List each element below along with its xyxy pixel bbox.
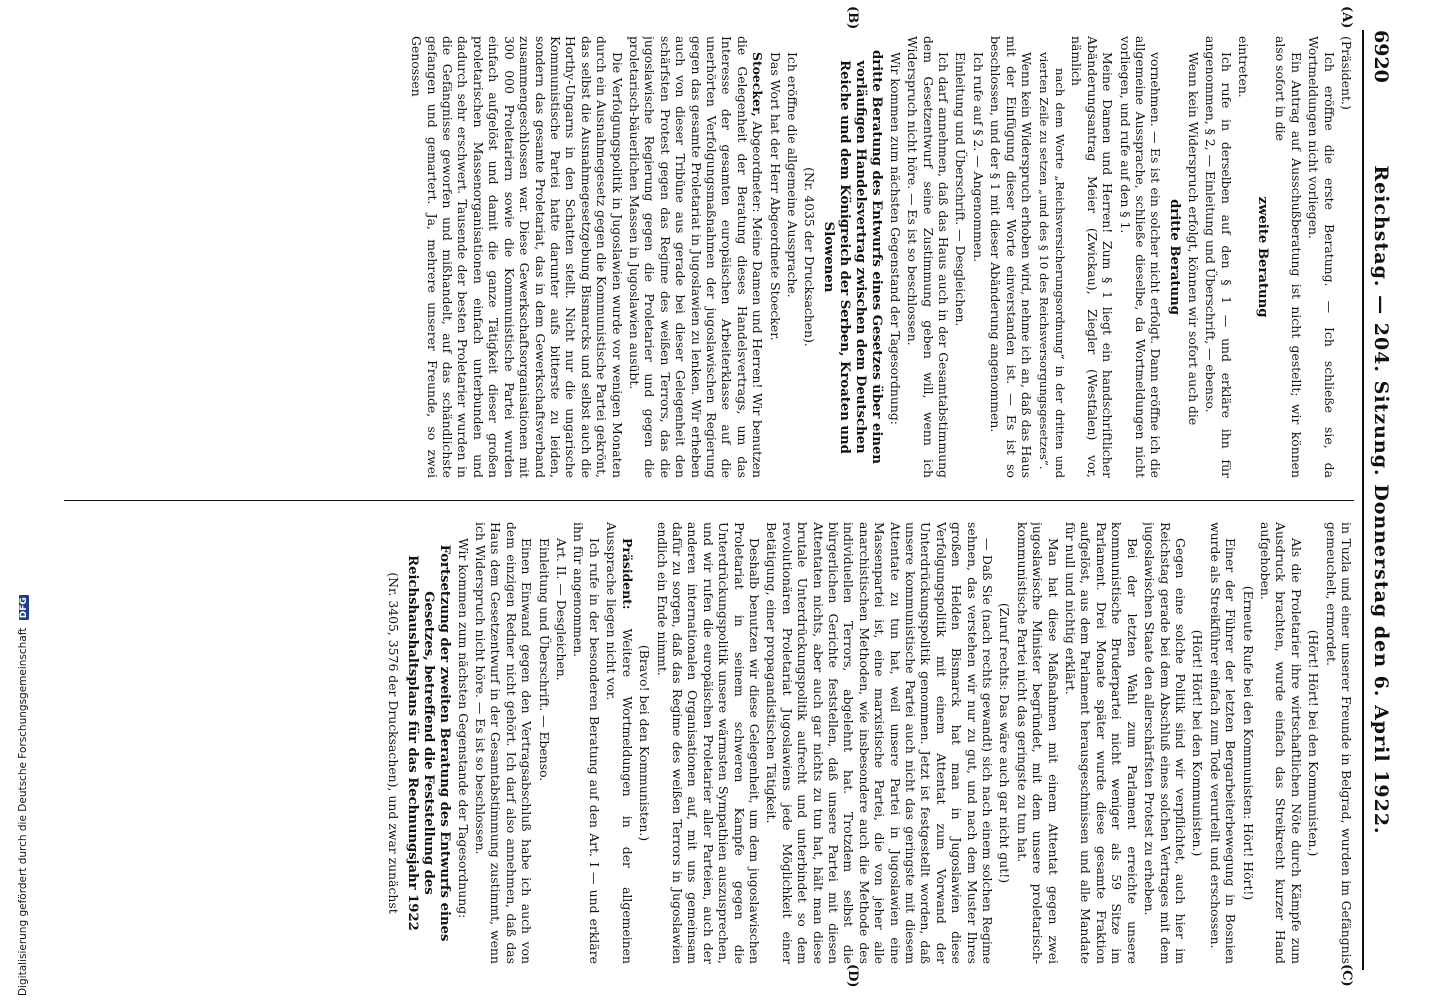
speech-paragraph: [604, 522, 635, 964]
interjection: (Hört! Hört! bei den Kommunisten.): [1306, 629, 1322, 857]
digitization-credit: [17, 0, 33, 996]
agenda-heading: Fortsetzung der zweiten Beratung des Entwurfs eines Gesetzes, betreffend die Feststellung des Reichshaushaltsplans für das Rechnungsjahr 1922: [405, 544, 453, 942]
paragraph: Ein Antrag auf Ausschußberatung ist nicht gestellt; wir können also sofort in die: [1273, 36, 1304, 478]
paragraph: — Daß Sie (nach rechts gewandt) sich nach einem solchen Regime sehnen, das verstehen wir nur zu gut, und nach dem Muster Ihres großen Helden Bismarck hat man in Jugoslawien diese Verfolgungspolitik mit einem Attentat zum Vorwand der Unterdrückungspolitik genommen. Jetzt ist festgestellt worden, daß unsere kommunistische Partei auch nicht das geringste mit diesem Attentate zu tun hat, weil unsere Partei in Jugoslawien eine Massenpartei ist, eine marxistische Partei, die von jeher alle anarchistischen Methoden, wie insbesondere auch die Methode des individuellen Terrors, abgelehnt hat. Trotzdem selbst die bürgerlichen Gerichte feststellen, daß unsere Partei mit diesen Attentaten nichts, aber auch gar nichts zu tun hat, hält man diese brutale Unterdrückungspolitik aufrecht und unterbindet so dem revolutionären Proletariat Jugoslawiens jede Möglichkeit einer Betätigung, einer propagandistischen Tätigkeit.: [764, 522, 996, 964]
paragraph: Die Verfolgungspolitik in Jugoslawien wurde vor wenigen Monaten durch ein Ausnahmegesetz gegen die Kommunistische Partei gekrönt, das selbst die Ausnahmegesetzgebung Bismarcks und selbst auch die Horthy-Ungarns in den Schatten stellt. Nicht nur die ungarische Kommunistische Partei hatte darunter aufs bitterste zu leiden, sondern das gesamte Proletariat, das in dem Gewerkschaftsverband zusammengeschlossen war. Diese Gewerkschaftsorganisationen mit 300 000 Proletariern sowie die Kommunistische Partei wurden einfach aufgelöst und damit die ganze Tätigkeit dieser großen proletarischen Massenorganisationen einfach unterbunden und dadurch sehr erschwert. Tausende der besten Proletarier wurden in die Gefängnisse geworfen und mißhandelt, auf das schändlichste gefangen und gemartert. Ja, mehrere unserer Freunde, so zwei Genossen: [409, 36, 625, 478]
credit-text: Digitalisierung gefördert durch die Deutsche Forschungsgemeinschaft: [17, 627, 29, 996]
amendment-text: nach dem Worte „Reichsversicherungsordnung“ in der dritten und vierten Zeile zu setzen „und des § 10 des Reichsversorgungsgesetzes“.: [1037, 52, 1067, 478]
paragraph: Ich darf annehmen, daß das Haus auch in der Gesamtabstimmung dem Gesetzentwurf seine Zustimmung geben will, wenn ich Widerspruch nicht höre. — Es ist so beschlossen.: [905, 36, 952, 478]
paragraph: Ich rufe in derselben auf den § 1 — und erkläre ihn für angenommen, § 2, — Einleitung und Überschrift, — ebenso.: [1203, 36, 1234, 478]
paragraph: Wir kommen zum nächsten Gegenstande der Tagesordnung:: [455, 538, 471, 919]
paragraph: Ich rufe in der besonderen Beratung auf den Art. I — und erkläre ihn für angenommen.: [571, 522, 602, 964]
document-page: [20, 0, 1420, 1000]
paragraph: in Tuzla und einer unserer Freunde in Belgrad, wurden im Gefängnis gemeuchelt, ermordet.: [1323, 522, 1354, 964]
agenda-heading: dritte Beratung: [1167, 199, 1183, 315]
page-header: [1362, 30, 1394, 970]
paragraph: Als die Proletarier ihre wirtschaftlichen Nöte durch Kämpfe zum Ausdruck brachten, wurde einfach das Streikrecht kurzer Hand aufgehoben.: [1257, 522, 1304, 964]
paragraph: Wenn kein Widerspruch erhoben wird, nehme ich an, daß das Haus mit der Einfügung dieser Worte einverstanden ist. — Es ist so beschlossen, und der § 1 mit dieser Abänderung angenommen.: [988, 36, 1035, 478]
agenda-heading: dritte Beratung des Entwurfs eines Gesetzes über einen vorläufigen Handelsvertrag zwischen dem Deutschen Reiche und dem Königreich der Serben, Kroaten und Slowenen: [821, 50, 885, 464]
running-title: Reichstag. — 204. Sitzung. Donnerstag den 6. April 1922.: [1370, 165, 1392, 835]
paragraph: vornehmen. — Es ist ein solcher nicht erfolgt. Dann eröffne ich die allgemeine Aussprache, schließe dieselbe, da Wortmeldungen nicht vorliegen, und rufe auf den § 1.: [1117, 36, 1164, 478]
right-column: [54, 522, 1354, 964]
document-reference: (Nr. 4035 der Drucksachen).: [802, 167, 818, 347]
margin-marker-c: (C): [1339, 964, 1354, 987]
margin-marker-a: (A): [1339, 6, 1354, 29]
paragraph: eintreten.: [1235, 36, 1251, 98]
speaker-label: (Präsident.): [1339, 36, 1354, 110]
interjection: (Bravo! bei den Kommunisten.): [637, 644, 653, 842]
paragraph: Man hat diese Maßnahmen mit einem Attentat gegen zwei jugoslawische Minister begründet, mit dem unsere proletarisch-kommunistische Partei nicht das geringste zu tun hat.: [1014, 522, 1061, 964]
speech-paragraph: [627, 36, 766, 478]
paragraph: Ich rufe auf § 2. — Angenommen.: [970, 52, 986, 263]
paragraph: Einleitung und Überschrift. — Desgleichen.: [953, 52, 969, 327]
margin-marker-b: (B): [845, 6, 860, 30]
left-column: [54, 36, 1354, 478]
speaker-name: Stoecker,: [750, 52, 766, 117]
speech-text: Weitere Wortmeldungen in der allgemeinen Aussprache liegen nicht vor.: [604, 522, 635, 964]
margin-marker-d: (D): [845, 964, 860, 988]
column-divider: [64, 500, 1354, 501]
paragraph: Art. II. — Desgleichen.: [554, 538, 570, 681]
paragraph: Deshalb benutzen wir diese Gelegenheit, um dem jugoslawischen Proletariat in seinem schweren Kampfe gegen die Unterdrückungspolitik unsere wärmsten Sympathien auszusprechen, und wir rufen die europäischen Proletarier aller Parteien, auch der anderen internationalen Organisationen auf, mit uns gemeinsam dafür zu sorgen, daß das Regime des weißen Terrors in Jugoslawien endlich ein Ende nimmt.: [654, 522, 762, 964]
paragraph: Einleitung und Überschrift. — Ebenso.: [536, 538, 552, 782]
interjection: (Zuruf rechts: Das wäre auch gar nicht gut!): [997, 602, 1013, 884]
paragraph: Einer der Führer der letzten Bergarbeiterbewegung in Bosnien wurde als Streikführer einfach zum Tode verurteilt und erschossen.: [1207, 522, 1239, 964]
paragraph: Ich eröffne die allgemeine Aussprache.: [785, 52, 801, 298]
interjection: (Hört! Hört! bei den Kommunisten.): [1190, 629, 1206, 857]
paragraph: Das Wort hat der Herr Abgeordnete Stoecker.: [767, 52, 783, 341]
paragraph: Wenn kein Widerspruch erfolgt, können wir sofort auch die: [1185, 52, 1201, 426]
paragraph: Ich eröffne die erste Beratung. — Ich schließe sie, da Wortmeldungen nicht vorliegen.: [1306, 36, 1337, 478]
interjection: (Erneute Rufe bei den Kommunisten: Hört! Hört!): [1240, 585, 1256, 901]
agenda-heading: zweite Beratung: [1254, 196, 1270, 318]
page-number: 6920: [1370, 30, 1392, 83]
paragraph: Bei der letzten Wahl zum Parlament erreichte unsere kommunistische Bruderpartei nicht weniger als 59 Sitze im Parlament. Drei Monate später wurde diese gesamte Fraktion aufgelöst, aus dem Parlament herausgeschmissen und alle Mandate für null und nichtig erklärt.: [1063, 522, 1140, 964]
speaker-name: Präsident:: [619, 538, 635, 610]
speech-text: Abgeordneter: Meine Damen und Herren! Wir benutzen die Gelegenheit der Beratung dieses Handelsvertrags, um das Interesse der gesamten europäischen Arbeiterklasse auf die unerhörten Verfolgungsmaßnahmen der jugoslawischen Regierung gegen das gesamte Proletariat in Jugoslawien zu lenken. Wir erheben auch von dieser Tribüne aus gerade bei dieser Gelegenheit den schärfsten Protest gegen das Regime des weißen Terrors, das die jugoslawische Regierung gegen die Proletarier und gegen die proletarisch-bäuerlichen Massen in Jugoslawien ausübt.: [626, 36, 766, 478]
paragraph: Meine Damen und Herren! Zum § 1 liegt ein handschriftlicher Abänderungsantrag Meier (Zwickau), Ziegler (Westfalen) vor, nämlich: [1069, 36, 1116, 478]
dfg-logo-icon: DFG: [19, 597, 29, 619]
paragraph: Gegen eine solche Politik sind wir verpflichtet, auch hier im Reichstag gerade bei dem Abschluß eines solchen Vertrages mit dem jugoslawischen Staate den allerschärfsten Protest zu erheben.: [1142, 522, 1188, 964]
document-reference: (Nr. 3405, 3576 der Drucksachen), und zwar zunächst: [386, 572, 402, 914]
paragraph: Einen Einwand gegen den Vertragsabschluß habe ich auch von dem einzigen Redner nicht gehört. Ich darf also annehmen, daß das Haus dem Gesetzentwurf in der Gesamtabstimmung zustimmt, wenn ich Widerspruch nicht höre. — Es ist so beschlossen.: [473, 522, 535, 964]
digitization-credit-bar: [0, 0, 29, 1000]
paragraph: Wir kommen zum nächsten Gegenstand der Tagesordnung:: [887, 52, 903, 425]
